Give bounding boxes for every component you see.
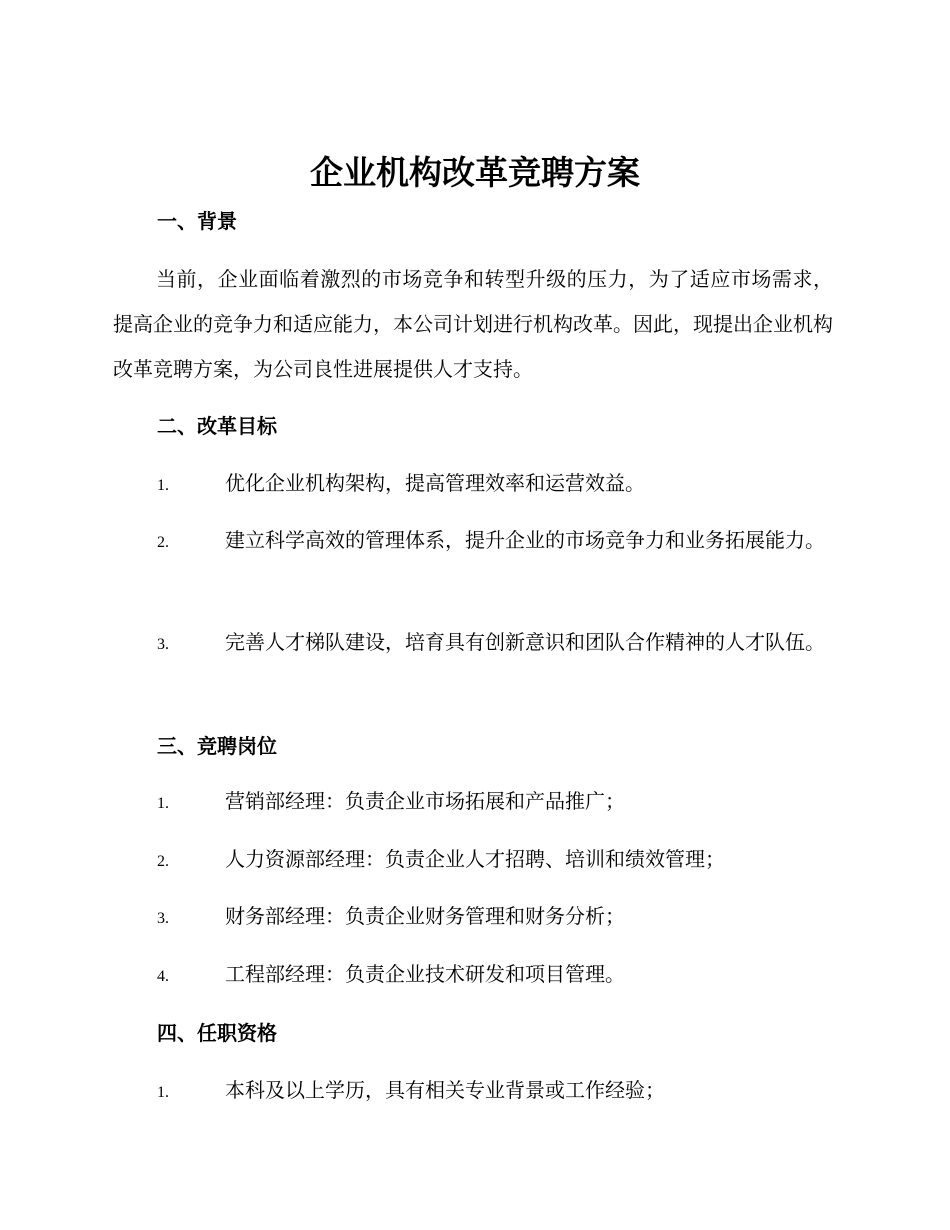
list-item (113, 518, 833, 565)
list-item-text: 财务部经理：负责企业财务管理和财务分析； (225, 904, 625, 928)
section-heading-qualifications: 四、任职资格 (157, 1021, 277, 1045)
list-item-number: 2. (157, 534, 169, 551)
list-item (113, 620, 833, 667)
list-item (113, 1068, 833, 1115)
list-item (113, 837, 833, 884)
list-item-text: 建立科学高效的管理体系，提升企业的市场竞争力和业务拓展能力。 (225, 528, 825, 552)
list-item-text: 优化企业机构架构，提高管理效率和运营效益。 (225, 471, 645, 495)
list-item-text: 本科及以上学历，具有相关专业背景或工作经验； (225, 1078, 665, 1102)
list-item-number: 1. (157, 795, 169, 812)
list-item-number: 1. (157, 1084, 169, 1101)
list-item-number: 1. (157, 477, 169, 494)
list-item (113, 779, 833, 826)
section-paragraph-background: 当前，企业面临着激烈的市场竞争和转型升级的压力，为了适应市场需求，提高企业的竞争力和适应能力，本公司计划进行机构改革。因此，现提出企业机构改革竞聘方案，为公司良性进展提供人才支持。 (113, 267, 833, 381)
list-item-text: 人力资源部经理：负责企业人才招聘、培训和绩效管理； (225, 847, 725, 871)
list-item-number: 3. (157, 910, 169, 927)
list-item-number: 3. (157, 636, 169, 653)
list-item-number: 4. (157, 968, 169, 985)
section-heading-positions: 三、竞聘岗位 (157, 734, 277, 758)
list-item (113, 894, 833, 941)
section-heading-background: 一、背景 (157, 209, 237, 233)
list-item-number: 2. (157, 853, 169, 870)
list-item-text: 工程部经理：负责企业技术研发和项目管理。 (225, 962, 625, 986)
list-item (113, 461, 833, 508)
document-title: 企业机构改革竞聘方案 (310, 153, 640, 192)
list-item (113, 952, 833, 999)
list-item-text: 完善人才梯队建设，培育具有创新意识和团队合作精神的人才队伍。 (225, 630, 825, 654)
list-item-text: 营销部经理：负责企业市场拓展和产品推广； (225, 789, 625, 813)
section-heading-goals: 二、改革目标 (157, 414, 277, 438)
